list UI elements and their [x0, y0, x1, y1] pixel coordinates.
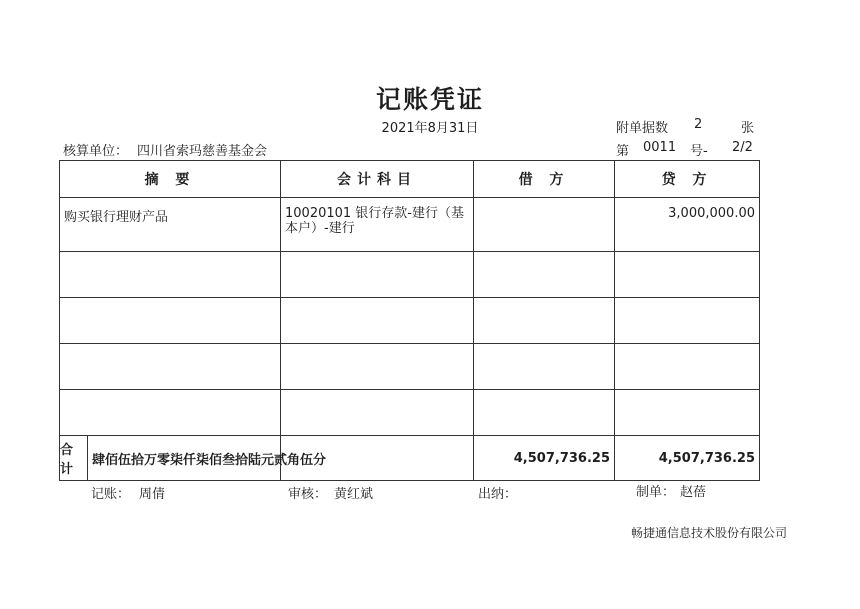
- total-amount-words: 肆佰伍拾万零柒仟柒佰叁拾陆元贰角伍分: [92, 452, 327, 468]
- total-row: [60, 436, 760, 481]
- unit-label: 核算单位：: [63, 144, 129, 159]
- row-account: 10020101 银行存款-建行（基本户）-建行: [281, 198, 474, 252]
- software-company: 畅捷通信息技术股份有限公司: [631, 526, 788, 540]
- row-debit: [474, 198, 615, 252]
- attach-label: 附单据数: [616, 121, 669, 136]
- total-credit: 4,507,736.25: [615, 436, 760, 481]
- maker-label: 制单：: [636, 485, 676, 500]
- bookkeeper-label: 记账：: [91, 487, 131, 502]
- reviewer-name: 黄红斌: [334, 487, 374, 502]
- attach-count: 2: [694, 117, 703, 132]
- total-debit: 4,507,736.25: [474, 436, 615, 481]
- voucher-table: [59, 160, 760, 481]
- total-label: 合 计: [60, 436, 88, 480]
- header-account: 会计科目: [281, 161, 474, 198]
- empty-row: [60, 298, 760, 344]
- voucher-date: 2021年8月31日: [381, 121, 479, 136]
- row-summary: 购买银行理财产品: [60, 198, 281, 252]
- header-row: [60, 161, 760, 198]
- header-credit: 贷 方: [615, 161, 760, 198]
- row-credit: 3,000,000.00: [615, 198, 760, 252]
- total-cell: [60, 436, 327, 481]
- page-indicator: 2/2: [732, 140, 753, 155]
- table-row: [60, 198, 760, 252]
- number-prefix: 第: [616, 144, 630, 159]
- cashier-label: 出纳：: [478, 487, 518, 502]
- header-debit: 借 方: [474, 161, 615, 198]
- unit-name: 四川省索玛慈善基金会: [137, 144, 268, 159]
- bookkeeper-name: 周倩: [139, 487, 166, 502]
- reviewer-label: 审核：: [288, 487, 328, 502]
- empty-row: [60, 390, 760, 436]
- empty-row: [60, 344, 760, 390]
- voucher-number: 0011: [643, 140, 677, 155]
- attach-unit: 张: [741, 121, 755, 136]
- header-summary: 摘 要: [60, 161, 281, 198]
- empty-row: [60, 252, 760, 298]
- voucher-title: 记账凭证: [375, 85, 484, 114]
- number-suffix: 号-: [690, 144, 708, 159]
- maker-name: 赵蓓: [680, 485, 707, 500]
